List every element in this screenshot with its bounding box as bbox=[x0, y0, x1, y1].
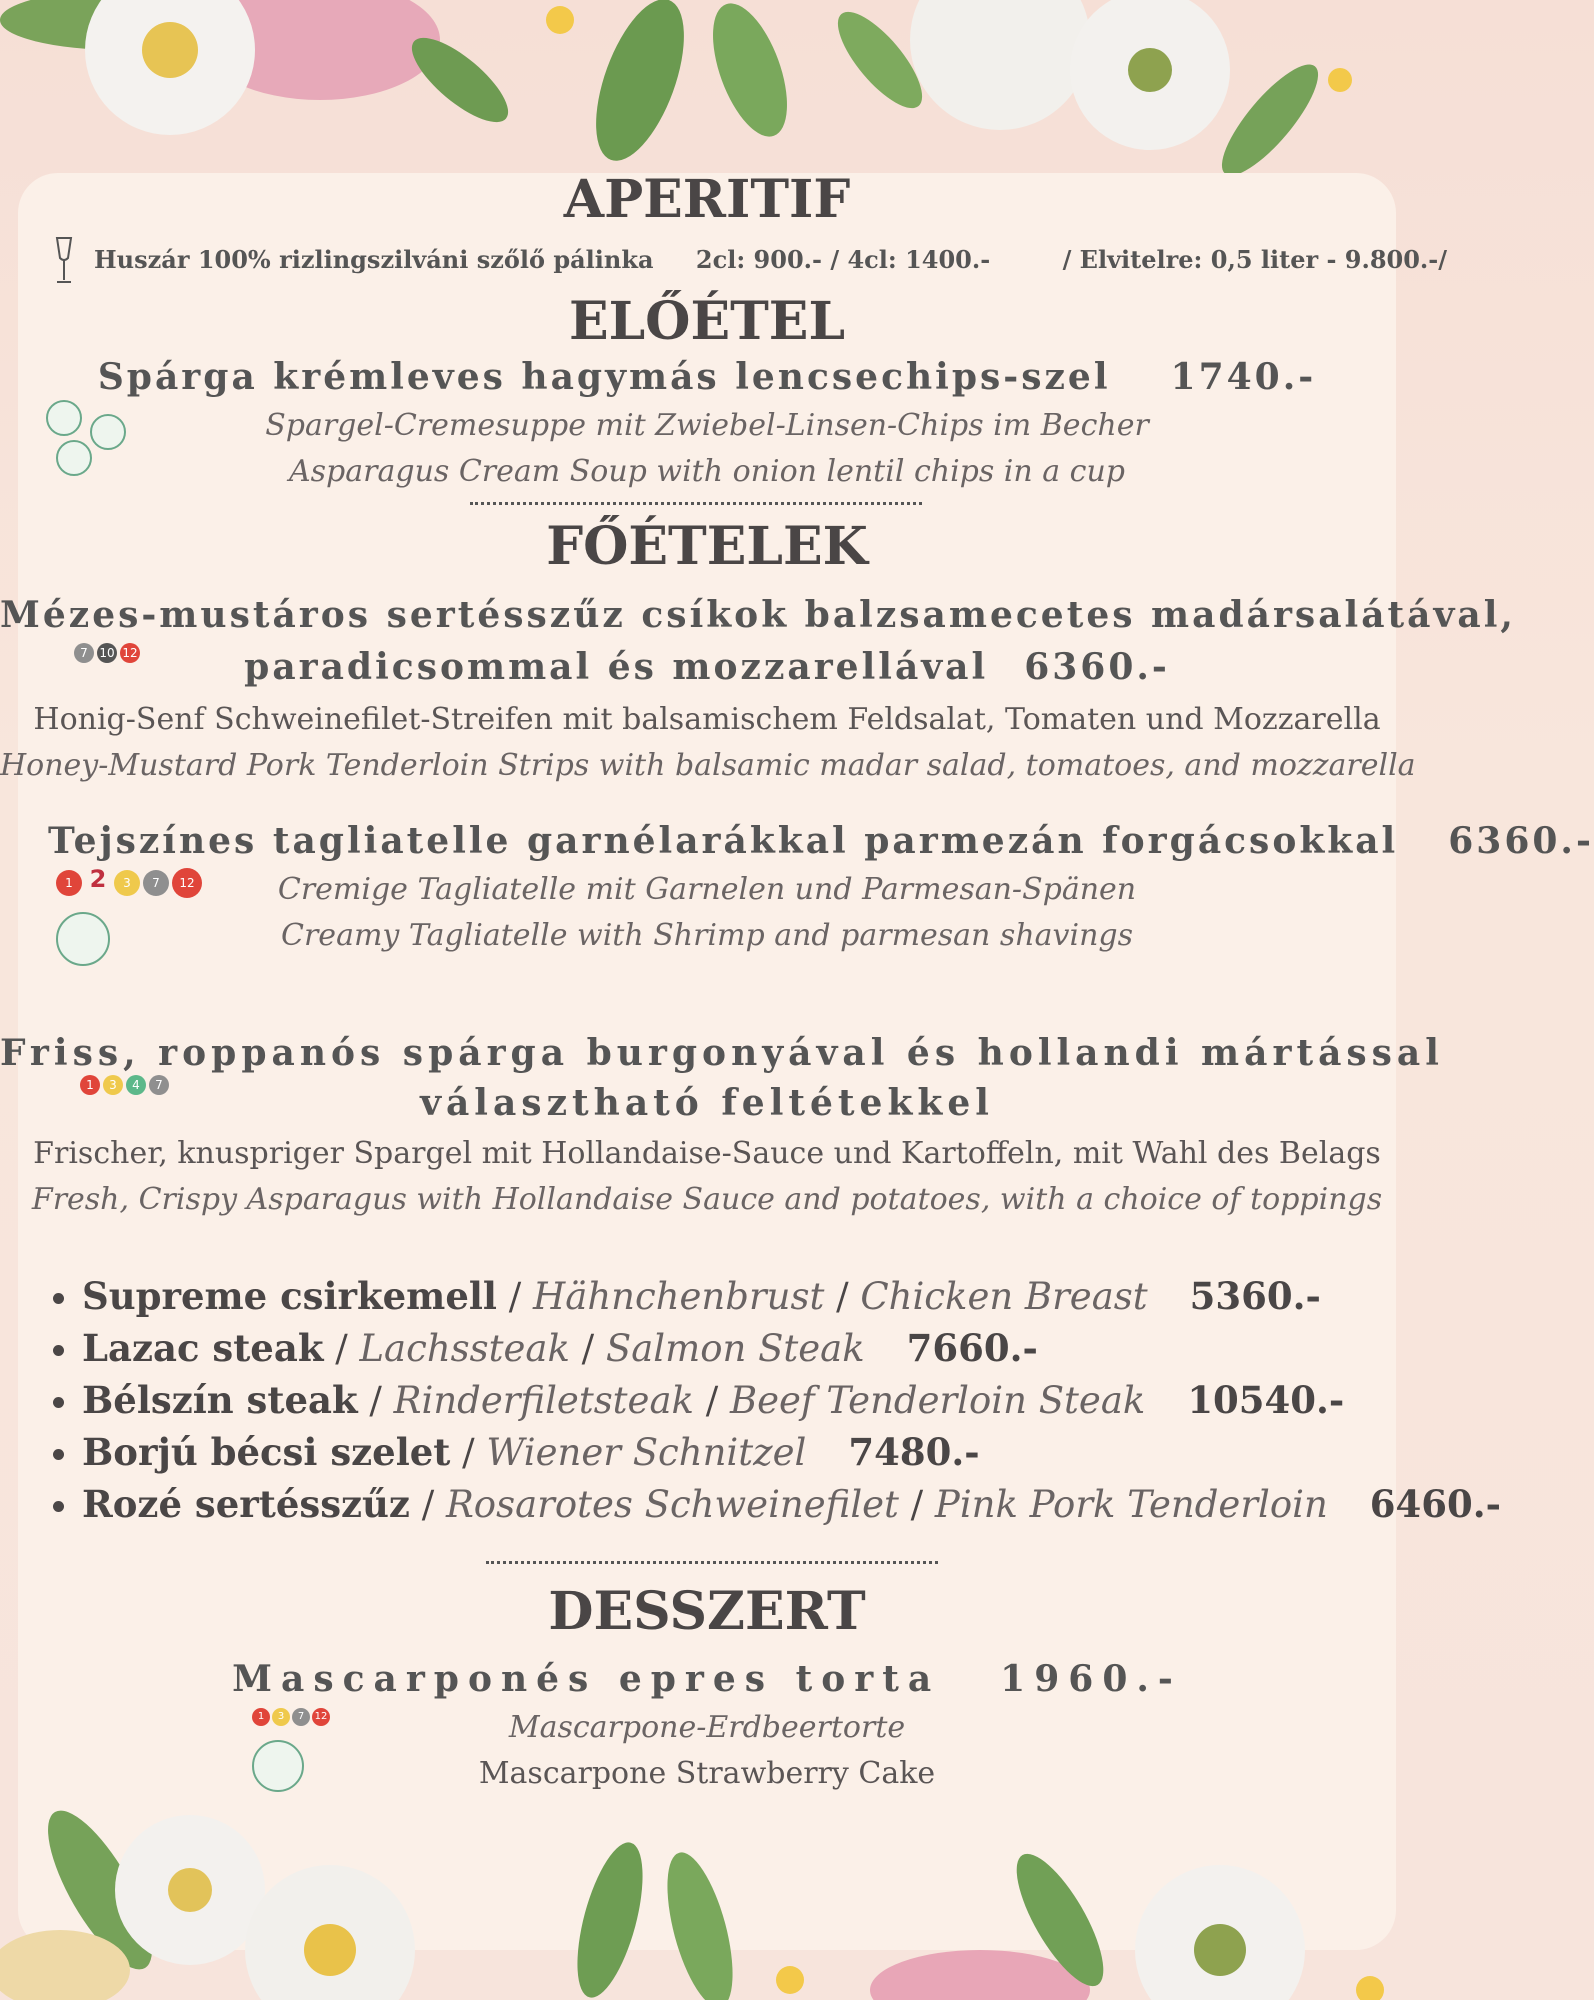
option-hu: Rozé sertésszűz bbox=[82, 1482, 410, 1526]
allergen-badge: 7 bbox=[149, 1075, 169, 1095]
milk-icon bbox=[90, 414, 126, 450]
dish1-price: 6360.- bbox=[1024, 646, 1170, 688]
dish1-name-line2 bbox=[0, 642, 1414, 692]
dish3-en: Fresh, Crispy Asparagus with Hollandaise Sauce and potatoes, with a choice of toppings bbox=[31, 1182, 1383, 1217]
allergen-badge: 12 bbox=[312, 1708, 330, 1726]
dessert-name-line bbox=[0, 1654, 1414, 1704]
option-sep: / bbox=[898, 1483, 935, 1526]
option-hu: Supreme csirkemell bbox=[82, 1274, 497, 1318]
toppings-list bbox=[40, 1270, 1501, 1530]
starter-name: Spárga krémleves hagymás lencsechips-szel bbox=[97, 356, 1111, 398]
dish3-de: Frischer, knuspriger Spargel mit Hollandaise-Sauce und Kartoffeln, mit Wahl des Belags bbox=[33, 1136, 1381, 1171]
option-en: Beef Tenderloin Steak bbox=[729, 1379, 1146, 1422]
list-item bbox=[82, 1270, 1501, 1322]
allergen-badge: 10 bbox=[97, 643, 117, 663]
allergen-badge: 4 bbox=[126, 1075, 146, 1095]
dish3-name-line2: választható feltétekkel bbox=[420, 1082, 994, 1124]
allergen-badge: 7 bbox=[74, 643, 94, 663]
list-item bbox=[82, 1478, 1501, 1530]
allergen-badge: 3 bbox=[114, 870, 140, 896]
option-hu: Borjú bécsi szelet bbox=[82, 1430, 451, 1474]
divider bbox=[486, 1561, 938, 1564]
starter-price: 1740.- bbox=[1170, 356, 1317, 398]
dish1-name: paradicsommal és mozzarellával bbox=[244, 646, 989, 688]
grain-icon bbox=[46, 400, 82, 436]
option-price: 7660.- bbox=[906, 1326, 1038, 1370]
option-de: Rinderfiletsteak bbox=[393, 1379, 694, 1422]
allergen-badge: 3 bbox=[272, 1708, 290, 1726]
allergen-badge: 7 bbox=[292, 1708, 310, 1726]
dish3-allergens bbox=[80, 1074, 172, 1095]
dish1-de: Honig-Senf Schweinefilet-Streifen mit balsamischem Feldsalat, Tomaten und Mozzarella bbox=[33, 702, 1381, 737]
option-sep: / bbox=[497, 1275, 533, 1318]
option-en: Salmon Steak bbox=[605, 1327, 865, 1370]
dessert-price: 1960.- bbox=[1000, 1658, 1182, 1700]
option-price: 6460.- bbox=[1369, 1482, 1501, 1526]
aperitif-line bbox=[94, 242, 1447, 278]
option-sep: / bbox=[450, 1431, 487, 1474]
option-sep: / bbox=[824, 1275, 861, 1318]
option-sep: / bbox=[323, 1327, 360, 1370]
starter-title: ELŐÉTEL bbox=[568, 291, 846, 352]
option-hu: Bélszín steak bbox=[82, 1378, 358, 1422]
allergen-badge: 2 bbox=[89, 865, 107, 893]
option-de: Lachssteak bbox=[359, 1327, 570, 1370]
dish2-de: Cremige Tagliatelle mit Garnelen und Parmesan-Spänen bbox=[277, 872, 1137, 907]
option-en: Pink Pork Tenderloin bbox=[934, 1483, 1328, 1526]
option-en: Chicken Breast bbox=[860, 1275, 1148, 1318]
option-sep: / bbox=[569, 1327, 606, 1370]
dessert-title: DESSZERT bbox=[548, 1581, 866, 1642]
dish1-allergens bbox=[74, 642, 143, 663]
aperitif-item: Huszár 100% rizlingszilváni szőlő pálinka bbox=[94, 245, 654, 274]
option-de: Wiener Schnitzel bbox=[486, 1431, 807, 1474]
option-de: Hähnchenbrust bbox=[533, 1275, 825, 1318]
list-item bbox=[82, 1426, 1501, 1478]
option-hu: Lazac steak bbox=[82, 1326, 324, 1370]
dish2-en: Creamy Tagliatelle with Shrimp and parmesan shavings bbox=[281, 918, 1133, 953]
mains-title: FŐÉTELEK bbox=[546, 516, 868, 577]
allergen-badge: 12 bbox=[172, 868, 202, 898]
starter-en: Asparagus Cream Soup with onion lentil chips in a cup bbox=[288, 454, 1125, 489]
aperitif-title: APERITIF bbox=[563, 169, 851, 230]
option-sep: / bbox=[409, 1483, 446, 1526]
allergen-badge: 1 bbox=[56, 870, 82, 896]
dessert-de: Mascarpone-Erdbeertorte bbox=[508, 1710, 906, 1745]
option-price: 10540.- bbox=[1187, 1378, 1345, 1422]
floral-top-decoration bbox=[0, 0, 1414, 190]
floral-bottom-decoration bbox=[0, 1800, 1414, 2000]
list-item bbox=[82, 1374, 1501, 1426]
dish2-name-line bbox=[48, 816, 1594, 866]
list-item bbox=[82, 1322, 1501, 1374]
option-price: 5360.- bbox=[1189, 1274, 1321, 1318]
allergen-badge: 3 bbox=[103, 1075, 123, 1095]
option-price: 7480.- bbox=[848, 1430, 980, 1474]
option-sep: / bbox=[693, 1379, 730, 1422]
nut-icon bbox=[56, 440, 92, 476]
divider bbox=[470, 502, 922, 505]
dessert-name: Mascarponés epres torta bbox=[232, 1658, 941, 1700]
dish3-name-line1: Friss, roppanós spárga burgonyával és hollandi mártással bbox=[0, 1032, 1444, 1074]
option-sep: / bbox=[357, 1379, 394, 1422]
dish2-name: Tejszínes tagliatelle garnélarákkal parmezán forgácsokkal bbox=[48, 820, 1399, 862]
allergen-badge: 7 bbox=[143, 870, 169, 896]
dish1-name-line1: Mézes-mustáros sertésszűz csíkok balzsamecetes madársalátával, bbox=[0, 594, 1516, 636]
starter-name-line bbox=[0, 352, 1414, 402]
dish2-price: 6360.- bbox=[1448, 820, 1594, 862]
starter-de: Spargel-Cremesuppe mit Zwiebel-Linsen-Chips im Becher bbox=[265, 408, 1149, 443]
allergen-badge: 12 bbox=[120, 643, 140, 663]
allergen-badge: 1 bbox=[252, 1708, 270, 1726]
dish1-en: Honey-Mustard Pork Tenderloin Strips with balsamic madar salad, tomatoes, and mozzarella bbox=[0, 748, 1416, 783]
aperitif-price: 2cl: 900.- / 4cl: 1400.- bbox=[695, 245, 991, 274]
allergen-badge: 1 bbox=[80, 1075, 100, 1095]
dessert-en: Mascarpone Strawberry Cake bbox=[478, 1756, 936, 1791]
aperitif-takeaway: / Elvitelre: 0,5 liter - 9.800.-/ bbox=[1062, 245, 1448, 274]
option-de: Rosarotes Schweinefilet bbox=[445, 1483, 899, 1526]
glass-icon bbox=[54, 236, 74, 286]
